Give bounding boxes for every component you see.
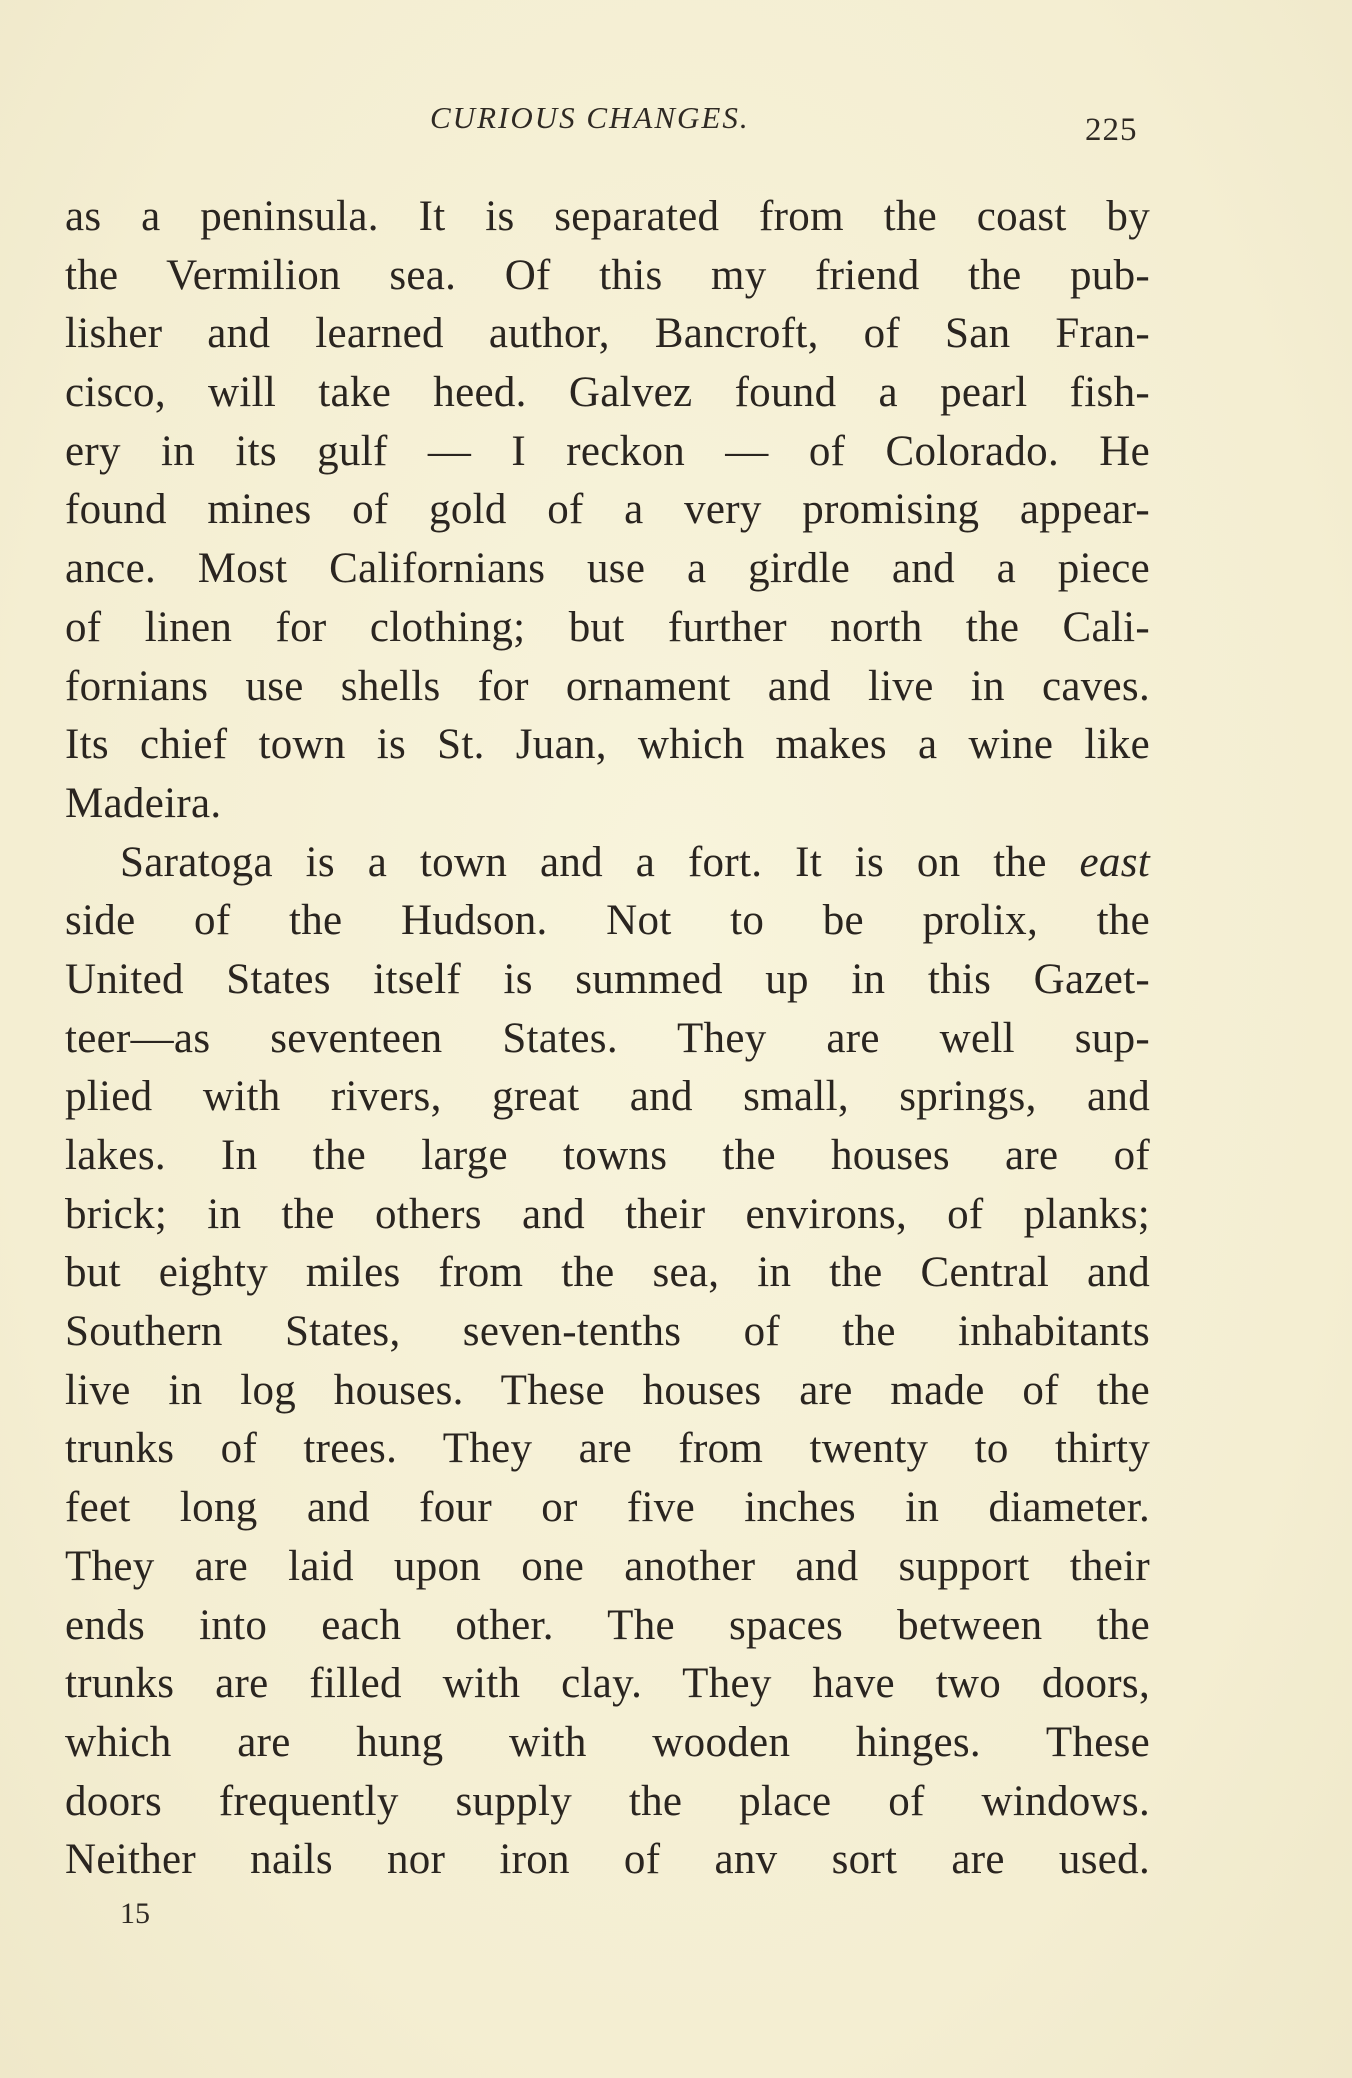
text-line: as a peninsula. It is separated from the coast by: [65, 193, 1150, 240]
text-line: ery in its gulf — I reckon — of Colorado. He: [65, 427, 1150, 475]
text-line: fornians use shells for ornament and live in caves.: [65, 662, 1150, 710]
italic-word: east: [1079, 838, 1150, 886]
text-line: live in log houses. These houses are made of the: [65, 1366, 1150, 1414]
text-line: doors frequently supply the place of windows.: [65, 1777, 1150, 1825]
text-line: lakes. In the large towns the houses are of: [65, 1132, 1150, 1179]
text-line: cisco, will take heed. Galvez found a pearl fish-: [65, 369, 1150, 417]
text-line: United States itself is summed up in this Gazet-: [65, 955, 1150, 1003]
page-number: 225: [1085, 112, 1138, 148]
text-line: Neither nails nor iron of anv sort are used.: [65, 1836, 1150, 1884]
text-line: but eighty miles from the sea, in the Central and: [65, 1249, 1150, 1297]
text-line: ance. Most Californians use a girdle and a piece: [65, 545, 1150, 593]
body-text: [65, 188, 1150, 1890]
text-line: Its chief town is St. Juan, which makes a wine like: [65, 721, 1150, 769]
text-line: Southern States, seven-tenths of the inhabitants: [65, 1308, 1150, 1356]
text-line: ends into each other. The spaces between the: [65, 1601, 1150, 1649]
text-line: of linen for clothing; but further north the Cali-: [65, 603, 1150, 651]
text-line: the Vermilion sea. Of this my friend the pub-: [65, 251, 1150, 299]
text-segment: Saratoga is a town and a fort. It is on the: [120, 838, 1047, 886]
text-line: found mines of gold of a very promising appear-: [65, 486, 1150, 534]
text-line: lisher and learned author, Bancroft, of San Fran-: [65, 310, 1150, 358]
text-line: feet long and four or five inches in diameter.: [65, 1484, 1150, 1532]
running-head: [0, 100, 1352, 148]
signature-mark: 15: [120, 1897, 150, 1930]
text-line: brick; in the others and their environs, of planks;: [65, 1190, 1150, 1238]
text-line: teer—as seventeen States. They are well sup-: [65, 1014, 1150, 1062]
text-line: which are hung with wooden hinges. These: [65, 1718, 1150, 1766]
text-line: Madeira.: [65, 779, 222, 827]
text-line-with-italic: [65, 834, 1150, 893]
text-line: trunks are filled with clay. They have two doors,: [65, 1660, 1150, 1708]
text-line: side of the Hudson. Not to be prolix, the: [65, 897, 1150, 945]
running-title: CURIOUS CHANGES.: [430, 100, 750, 135]
text-line: They are laid upon one another and support their: [65, 1542, 1150, 1590]
text-line: trunks of trees. They are from twenty to thirty: [65, 1425, 1150, 1473]
text-line: plied with rivers, great and small, springs, and: [65, 1073, 1150, 1121]
